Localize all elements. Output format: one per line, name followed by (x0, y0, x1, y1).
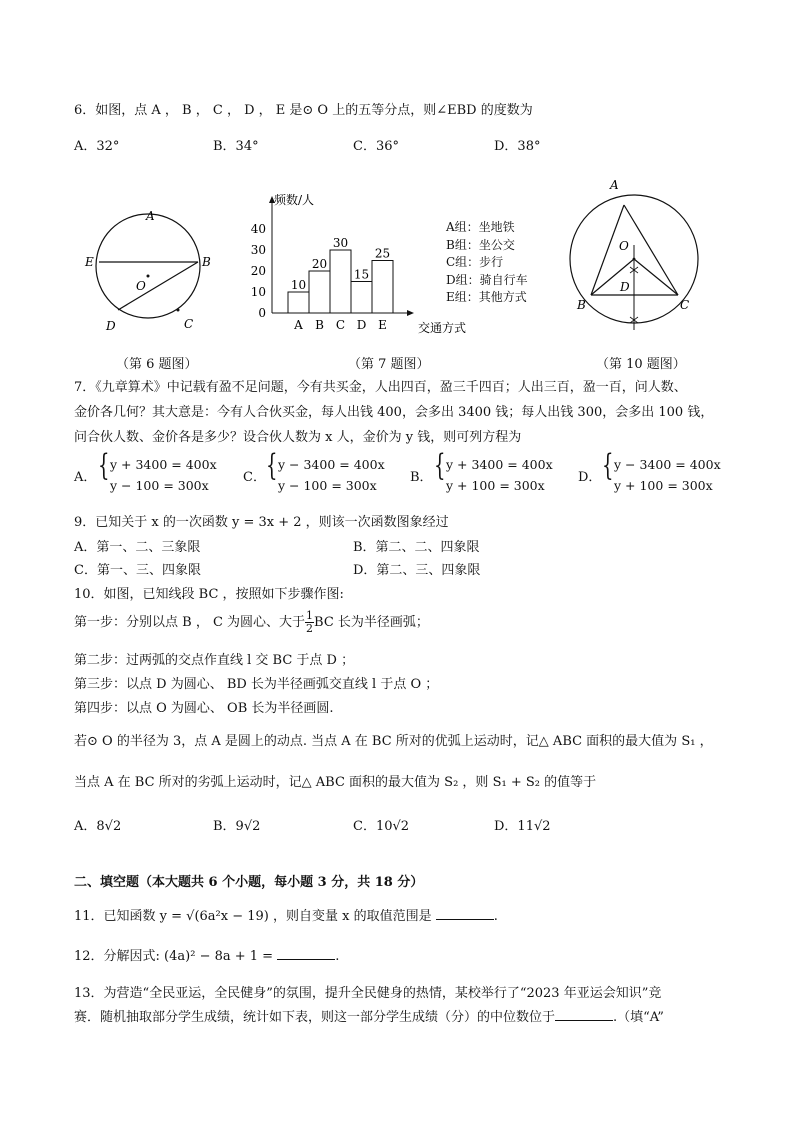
q10-step2: 第二步：过两弧的交点作直线 l 交 BC 于点 D ； (74, 653, 355, 668)
chart7-data-label-e: 25 (374, 246, 391, 261)
fig6-label-d: D (106, 319, 116, 333)
q13-line2-post: .（填“A” (613, 1010, 664, 1025)
q13-line1: 13．为营造“全民亚运，全民健身”的氛围，提升全民健身的热情，某校举行了“2023 年亚运会知识”竞 (74, 986, 662, 1001)
q7-line2: 金价各几何？其大意是：今有人合伙买金，每人出钱 400，会多出 3400 钱；每人出钱 300，会多出 100 钱， (74, 405, 714, 420)
chart7-ytick-label: 0 (258, 306, 266, 320)
q6-option-a: A．32° (74, 139, 120, 154)
q10-step1-pre: 第一步：分别以点 B ， C 为圆心、大于 (74, 615, 306, 630)
fig6-label-a: A (146, 209, 155, 223)
q12-post: . (335, 949, 340, 964)
chart7-category-label-b: B (315, 318, 324, 332)
q10-stem: 10．如图，已知线段 BC ，按照如下步骤作图: (74, 587, 344, 602)
q11-post: . (493, 909, 498, 924)
fig10-caption: （第 10 题图） (596, 357, 686, 372)
q11-answer-blank[interactable] (436, 907, 494, 920)
q6-option-d: D．38° (494, 139, 541, 154)
q10-step4: 第四步：以点 O 为圆心、 OB 长为半径画圆. (74, 701, 334, 716)
q10-para1: 若⊙ O 的半径为 3，点 A 是圆上的动点. 当点 A 在 BC 所对的优弧上运动时，记△ ABC 面积的最大值为 S₁ ， (74, 734, 713, 749)
fig10-label-c: C (680, 298, 690, 312)
chart7-bar-c (330, 250, 351, 313)
q12-pre: 12．分解因式: (4a)² − 8a + 1 = (74, 949, 274, 964)
q13-answer-blank[interactable] (555, 1008, 613, 1021)
fig6-label-e: E (85, 255, 94, 269)
legend-item-e: E组：其他方式 (446, 290, 527, 304)
legend-item-c: C组：步行 (446, 255, 504, 269)
q9-option-b: B．第二、二、四象限 (353, 540, 480, 555)
chart7-ytick-label: 30 (250, 243, 266, 257)
chart7-bar-d (351, 282, 372, 314)
q10-option-a: A．8√2 (74, 819, 122, 834)
fig10-label-b: B (577, 298, 586, 312)
chart7-xlabel: 交通方式 (418, 321, 467, 335)
q9-stem: 9．已知关于 x 的一次函数 y = 3x + 2 ，则该一次函数图象经过 (74, 515, 449, 530)
fig6-label-o: O (136, 279, 146, 293)
fig6-point-c-dot (177, 309, 180, 312)
chart7-category-label-e: E (378, 318, 387, 332)
fig6-chord-bd (118, 262, 198, 310)
q7-option-b-eq1: y + 3400 = 400x (446, 457, 553, 472)
legend-item-d: D组：骑自行车 (446, 272, 528, 287)
q10-option-d: D．11√2 (494, 819, 551, 834)
legend-item-a: A组：坐地铁 (446, 220, 515, 234)
q7-option-a-eq2: y − 100 = 300x (110, 478, 209, 493)
q7-option-d-eq1: y − 3400 = 400x (614, 457, 721, 472)
q7-option-a-label: A． (74, 470, 97, 485)
q10-frac-den: 2 (306, 622, 314, 635)
figure-6 (80, 200, 220, 340)
chart7-data-label-c: 30 (332, 236, 349, 250)
fig10-seg-ac (624, 205, 678, 295)
q13-line2 (74, 1006, 664, 1025)
legend-item-b: B组：坐公交 (446, 237, 515, 252)
fig7-caption: （第 7 题图） (348, 357, 430, 372)
q11 (74, 905, 498, 924)
q12-answer-blank[interactable] (277, 947, 335, 960)
fig10-label-o: O (619, 239, 629, 253)
fig6-caption: （第 6 题图） (116, 357, 198, 372)
q6-stem: 6．如图，点 A ， B ， C ， D ， E 是⊙ O 上的五等分点，则∠EBD 的度数为 (74, 103, 533, 118)
q10-option-c: C．10√2 (353, 819, 410, 834)
fig6-center-dot (147, 275, 150, 278)
q10-step1-post: BC 长为半径画弧； (314, 615, 429, 630)
fig6-label-c: C (184, 317, 194, 331)
q12 (74, 945, 339, 964)
q7-option-d-eq2: y + 100 = 300x (614, 478, 713, 493)
q7-option-b-label: B． (410, 470, 433, 485)
chart7-ytick-label: 10 (250, 285, 266, 299)
q11-pre: 11．已知函数 y = √(6a²x − 19) ，则自变量 x 的取值范围是 (74, 909, 432, 924)
fig10-seg-oc (634, 259, 678, 295)
chart7-x-arrow (407, 310, 414, 316)
q10-frac-num: 1 (306, 609, 314, 622)
q7-line3: 问合伙人数、金价各是多少？设合伙人数为 x 人，金价为 y 钱，则可列方程为 (74, 430, 522, 445)
q13-line2-pre: 赛．随机抽取部分学生成绩，统计如下表，则这一部分学生成绩（分）的中位数位于 (74, 1010, 556, 1025)
q10-option-b: B．9√2 (213, 819, 261, 834)
q7-line1: 7．《九章算术》中记载有盈不足问题，今有共买金，人出四百，盈三千四百；人出三百，盈一百，问人数、 (74, 380, 687, 395)
chart7-bar-a (288, 292, 309, 313)
chart7-ylabel: 频数/人 (274, 193, 315, 207)
chart7-category-label-c: C (335, 318, 346, 332)
q9-option-d: D．第二、三、四象限 (353, 563, 481, 578)
chart7-ytick-label: 40 (250, 222, 266, 236)
chart7-bar-e (372, 261, 393, 314)
section2-title: 二、填空题（本大题共 6 个小题，每小题 3 分，共 18 分） (74, 875, 424, 890)
chart7-data-label-d: 15 (353, 267, 370, 282)
q10-step1 (74, 610, 429, 635)
q7-option-a-eq1: y + 3400 = 400x (110, 457, 217, 472)
q10-para2: 当点 A 在 BC 所对的劣弧上运动时，记△ ABC 面积的最大值为 S₂ ，则 S₁ + S₂ 的值等于 (74, 775, 597, 790)
figure-10 (562, 175, 712, 335)
chart7-category-label-a: A (294, 318, 303, 332)
q9-option-a: A．第一、二、三象限 (74, 540, 201, 555)
fig10-center-dot (633, 258, 636, 261)
fig10-label-d: D (620, 280, 630, 294)
q7-option-d-label: D． (578, 470, 602, 485)
q7-option-c-eq2: y − 100 = 300x (278, 478, 377, 493)
q6-option-c: C．36° (353, 139, 399, 154)
fig6-circle (96, 214, 200, 318)
chart7-category-label-d: D (356, 318, 367, 332)
q9-option-c: C．第一、三、四象限 (74, 563, 201, 578)
fig10-label-a: A (610, 178, 619, 192)
q7-option-b-eq2: y + 100 = 300x (446, 478, 545, 493)
chart7-data-label-b: 20 (311, 257, 328, 271)
chart7-ytick-label: 20 (250, 264, 266, 278)
fig6-label-b: B (202, 255, 211, 269)
chart7-bar-b (309, 271, 330, 313)
q7-option-c-label: C． (243, 470, 266, 485)
q10-step1-fraction (305, 610, 314, 635)
q6-option-b: B．34° (213, 139, 259, 154)
q7-option-c-eq1: y − 3400 = 400x (278, 457, 385, 472)
chart7-legend (446, 219, 528, 307)
q10-step3: 第三步：以点 D 为圆心、 BD 长为半径画弧交直线 l 于点 O ； (74, 677, 439, 692)
chart7-data-label-a: 10 (290, 278, 307, 292)
